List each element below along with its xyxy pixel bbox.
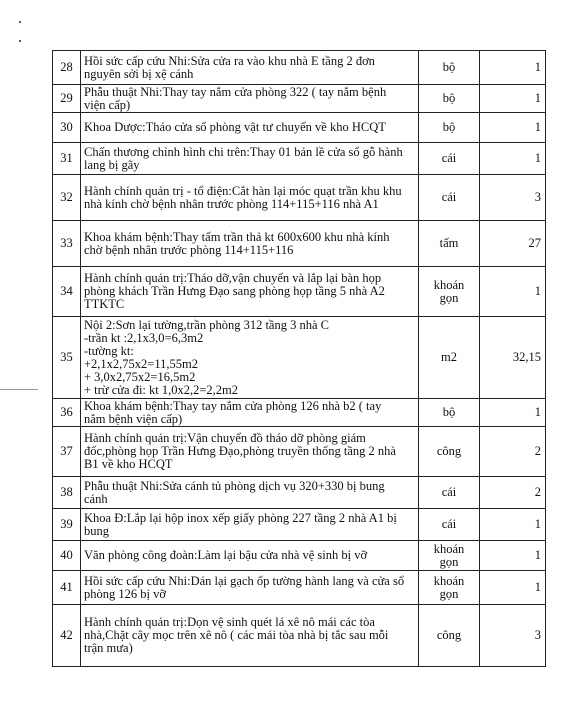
- row-unit: cái: [419, 477, 480, 509]
- row-description: Hành chính quản trị:Dọn vệ sinh quét lá xê nô mái các tòa nhà,Chặt cây mọc trên xê nô ( các mái tòa nhà bị tắc sau mỗi trận mưa): [81, 605, 419, 667]
- row-description: Hồi sức cấp cứu Nhi:Dán lại gạch ốp tường hành lang và cửa sổ phòng 126 bị vỡ: [81, 571, 419, 605]
- row-number: 30: [53, 113, 81, 143]
- table-row: [53, 427, 546, 477]
- row-quantity: 32,15: [480, 317, 546, 399]
- row-quantity: 1: [480, 571, 546, 605]
- table-row: [53, 477, 546, 509]
- row-unit: khoán gọn: [419, 571, 480, 605]
- row-number: 31: [53, 143, 81, 175]
- table-row: [53, 113, 546, 143]
- row-unit: cái: [419, 509, 480, 541]
- row-unit: cái: [419, 175, 480, 221]
- row-number: 33: [53, 221, 81, 267]
- row-description: Hành chính quản trị - tổ điện:Cắt hàn lại móc quạt trần khu khu nhà kính chờ bệnh nhân trước phòng 114+115+116 nhà A1: [81, 175, 419, 221]
- table-row: [53, 51, 546, 85]
- row-unit: m2: [419, 317, 480, 399]
- table-body: [53, 51, 546, 667]
- row-quantity: 27: [480, 221, 546, 267]
- work-items-table: [52, 50, 546, 667]
- row-description: Hành chính quản trị:Vận chuyển đồ tháo dỡ phòng giám đốc,phòng họp Trần Hưng Đạo,phòng truyền thống tầng 2 nhà B1 về kho HCQT: [81, 427, 419, 477]
- row-quantity: 1: [480, 541, 546, 571]
- row-unit: công: [419, 605, 480, 667]
- margin-mark: [19, 40, 21, 42]
- table-row: [53, 509, 546, 541]
- row-description: Khoa khám bệnh:Thay tay nắm cửa phòng 126 nhà b2 ( tay nắm bệnh viện cấp): [81, 399, 419, 427]
- row-description: Chấn thương chỉnh hình chi trên:Thay 01 bản lề cửa sổ gỗ hành lang bị gãy: [81, 143, 419, 175]
- table-row: [53, 175, 546, 221]
- row-unit: công: [419, 427, 480, 477]
- row-unit: bộ: [419, 399, 480, 427]
- margin-mark: [0, 389, 38, 390]
- row-description: Văn phòng công đoàn:Làm lại bậu cửa nhà vệ sinh bị vỡ: [81, 541, 419, 571]
- row-quantity: 1: [480, 399, 546, 427]
- row-description: Hồi sức cấp cứu Nhi:Sửa cửa ra vào khu nhà E tầng 2 đơn nguyên sởi bị xệ cánh: [81, 51, 419, 85]
- table-row: [53, 221, 546, 267]
- row-number: 32: [53, 175, 81, 221]
- row-number: 40: [53, 541, 81, 571]
- row-unit: cái: [419, 143, 480, 175]
- row-quantity: 1: [480, 143, 546, 175]
- row-number: 28: [53, 51, 81, 85]
- table-row: [53, 571, 546, 605]
- row-number: 36: [53, 399, 81, 427]
- row-quantity: 1: [480, 509, 546, 541]
- row-description: Phẫu thuật Nhi:Thay tay nắm cửa phòng 322 ( tay nắm bệnh viện cấp): [81, 85, 419, 113]
- row-unit: khoán gọn: [419, 541, 480, 571]
- row-quantity: 2: [480, 427, 546, 477]
- table-row: [53, 267, 546, 317]
- table-row: [53, 317, 546, 399]
- row-unit: khoán gọn: [419, 267, 480, 317]
- table-row: [53, 85, 546, 113]
- table-row: [53, 605, 546, 667]
- row-quantity: 1: [480, 267, 546, 317]
- row-description: Nội 2:Sơn lại tường,trần phòng 312 tầng 3 nhà C -trần kt :2,1x3,0=6,3m2 -tường kt: +2,1x2,75x2=11,55m2 + 3,0x2,75x2=16,5m2 + trừ cửa đi: kt 1,0x2,2=2,2m2: [81, 317, 419, 399]
- row-number: 29: [53, 85, 81, 113]
- row-description: Khoa Dược:Tháo cửa sổ phòng vật tư chuyển về kho HCQT: [81, 113, 419, 143]
- table-row: [53, 541, 546, 571]
- row-number: 34: [53, 267, 81, 317]
- row-unit: bộ: [419, 85, 480, 113]
- row-quantity: 2: [480, 477, 546, 509]
- row-description: Hành chính quản trị:Tháo dỡ,vận chuyển và lắp lại bàn họp phòng khách Trần Hưng Đạo sang phòng họp tầng 5 nhà A2 TTKTC: [81, 267, 419, 317]
- row-number: 35: [53, 317, 81, 399]
- row-quantity: 3: [480, 605, 546, 667]
- row-unit: tấm: [419, 221, 480, 267]
- row-quantity: 1: [480, 51, 546, 85]
- row-unit: bộ: [419, 51, 480, 85]
- table-row: [53, 399, 546, 427]
- row-description: Phẫu thuật Nhi:Sửa cánh tủ phòng dịch vụ 320+330 bị bung cánh: [81, 477, 419, 509]
- row-number: 42: [53, 605, 81, 667]
- row-number: 37: [53, 427, 81, 477]
- row-number: 39: [53, 509, 81, 541]
- row-number: 41: [53, 571, 81, 605]
- row-quantity: 1: [480, 85, 546, 113]
- row-number: 38: [53, 477, 81, 509]
- row-quantity: 1: [480, 113, 546, 143]
- table-row: [53, 143, 546, 175]
- margin-mark: [19, 21, 21, 23]
- row-quantity: 3: [480, 175, 546, 221]
- row-description: Khoa Đ:Lắp lại hộp inox xếp giấy phòng 227 tầng 2 nhà A1 bị bung: [81, 509, 419, 541]
- row-description: Khoa khám bệnh:Thay tấm trần thả kt 600x600 khu nhà kính chờ bệnh nhân trước phòng 114+115+116: [81, 221, 419, 267]
- row-unit: bộ: [419, 113, 480, 143]
